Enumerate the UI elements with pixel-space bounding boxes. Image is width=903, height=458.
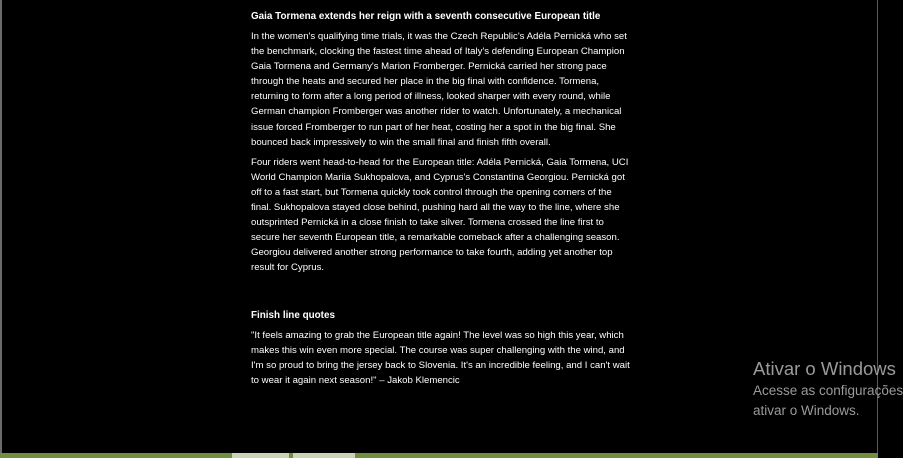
watermark-title: Ativar o Windows bbox=[753, 358, 896, 379]
quotes-heading: Finish line quotes bbox=[251, 309, 335, 321]
windows-activation-watermark bbox=[753, 357, 903, 420]
taskbar-button[interactable] bbox=[232, 453, 289, 458]
quote-paragraph: "It feels amazing to grab the European title again! The level was so high this year, which makes this win even more special. The course was super challenging with the wind, and I'm so proud to bring the jersey back to Slovenia. It's an incredible feeling, and I can't wait to wear it again next season!" – Jakob Klemencic bbox=[251, 329, 630, 386]
taskbar-strip bbox=[0, 453, 878, 458]
article-paragraph: Four riders went head-to-head for the European title: Adéla Pernická, Gaia Tormena, UCI World Champion Mariia Sukhopalova, and Cyprus's Constantina Georgiou. Pernická got off to a fast start, but Tormena quickly took control through the opening corners of the final. Sukhopalova stayed close behind, pushing hard all the way to the line, where she outsprinted Pernická in a close finish to take silver. Tormena crossed the line first to secure her seventh European title, a remarkable comeback after a challenging season. Georgiou delivered another strong performance to take fourth, adding yet another top result for Cyprus. bbox=[251, 156, 629, 274]
article-paragraph: In the women's qualifying time trials, it was the Czech Republic's Adéla Pernická who set the benchmark, clocking the fastest time ahead of Italy's defending European Champion Gaia Tormena and Germany's Marion Fromberger. Pernická carried her strong pace through the heats and secured her place in the big final with confidence. Tormena, returning to form after a long period of illness, looked sharper with every round, while German champion Fromberger was another rider to watch. Unfortunately, a mechanical issue forced Fromberger to run part of her heat, costing her a spot in the big final. She bounced back impressively to win the small final and finish fifth overall. bbox=[251, 31, 627, 148]
window-left-edge bbox=[0, 0, 2, 458]
watermark-subtitle: Acesse as configurações bbox=[753, 383, 903, 398]
article-heading: Gaia Tormena extends her reign with a seventh consecutive European title bbox=[251, 11, 601, 22]
article-body bbox=[251, 10, 633, 393]
watermark-subtitle: ativar o Windows. bbox=[753, 402, 860, 418]
taskbar-button[interactable] bbox=[293, 453, 355, 458]
